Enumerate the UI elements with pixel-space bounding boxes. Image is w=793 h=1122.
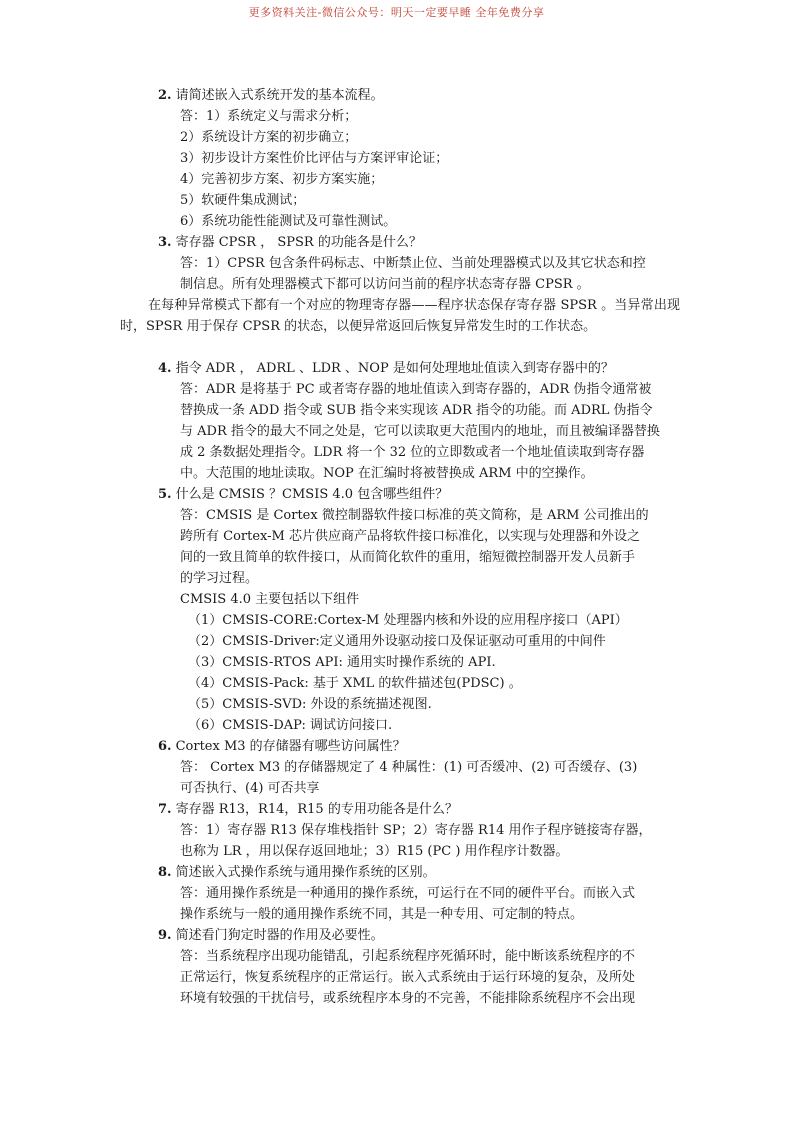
answer-line: 也称为 LR ，用以保存返回地址；3）R15 (PC ) 用作程序计数器。 bbox=[180, 844, 569, 859]
answer-line: 中。大范围的地址读取。NOP 在汇编时将被替换成 ARM 中的空操作。 bbox=[180, 466, 594, 481]
list-item: （3）CMSIS-RTOS API: 通用实时操作系统的 API. bbox=[188, 655, 496, 670]
question-number: 4. bbox=[158, 361, 172, 376]
answer-line: 成 2 条数据处理指令。LDR 将一个 32 位的立即数或者一个地址值读取到寄存器 bbox=[180, 445, 645, 460]
question-title: 寄存器 CPSR ， SPSR 的功能各是什么？ bbox=[175, 235, 422, 250]
answer-line: 可否执行、(4) 可否共享 bbox=[180, 781, 320, 796]
list-item: （4）CMSIS-Pack: 基于 XML 的软件描述包(PDSC) 。 bbox=[188, 676, 522, 691]
question-8 bbox=[120, 862, 680, 883]
question-title: 什么是 CMSIS ？CMSIS 4.0 包含哪些组件？ bbox=[175, 487, 449, 502]
question-6 bbox=[120, 736, 680, 757]
question-title: 寄存器 R13，R14，R15 的专用功能各是什么？ bbox=[175, 802, 458, 817]
list-item: （5）CMSIS-SVD: 外设的系统描述视图. bbox=[188, 697, 432, 712]
question-9 bbox=[120, 925, 680, 946]
answer-line: 答：当系统程序出现功能错乱，引起系统程序死循环时，能中断该系统程序的不 bbox=[180, 949, 636, 964]
answer-line: 答：1）系统定义与需求分析； bbox=[180, 109, 358, 124]
answer-line: 4）完善初步方案、初步方案实施； bbox=[180, 172, 384, 187]
question-5 bbox=[120, 484, 680, 505]
question-3 bbox=[120, 232, 680, 253]
question-number: 8. bbox=[158, 865, 172, 880]
answer-line: 答： Cortex M3 的存储器规定了 4 种属性：(1) 可否缓冲、(2) 可否缓存、(3) bbox=[180, 760, 638, 775]
answer-line: 制信息。所有处理器模式下都可以访问当前的程序状态寄存器 CPSR 。 bbox=[180, 277, 590, 292]
answer-line: 操作系统与一般的通用操作系统不同，其是一种专用、可定制的特点。 bbox=[180, 907, 584, 922]
answer-line: 跨所有 Cortex-M 芯片供应商产品将软件接口标准化，以实现与处理器和外设之 bbox=[180, 529, 640, 544]
answer-paragraph: 在每种异常模式下都有一个对应的物理寄存器——程序状态保存寄存器 SPSR 。当异常出现时，SPSR 用于保存 CPSR 的状态，以便异常返回后恢复异常发生时的工作状态。 bbox=[120, 298, 680, 334]
list-item: （1）CMSIS-CORE:Cortex-M 处理器内核和外设的应用程序接口（API） bbox=[188, 613, 628, 628]
answer-line: 答：1）CPSR 包含条件码标志、中断禁止位、当前处理器模式以及其它状态和控 bbox=[180, 256, 646, 271]
question-title: 简述看门狗定时器的作用及必要性。 bbox=[175, 928, 384, 943]
answer-line: 5）软硬件集成测试； bbox=[180, 193, 306, 208]
answer-line: 的学习过程。 bbox=[180, 571, 259, 586]
question-title: 指令 ADR ， ADRL 、LDR 、NOP 是如何处理地址值读入到寄存器中的？ bbox=[175, 361, 614, 376]
question-2 bbox=[120, 85, 680, 106]
answer-line: 答：CMSIS 是 Cortex 微控制器软件接口标准的英文简称，是 ARM 公司推出的 bbox=[180, 508, 649, 523]
question-number: 5. bbox=[158, 487, 172, 502]
answer-line: 与 ADR 指令的最大不同之处是，它可以读取更大范围内的地址，而且被编译器替换 bbox=[180, 424, 660, 439]
list-item: （6）CMSIS-DAP: 调试访问接口. bbox=[188, 718, 393, 733]
question-title: 请简述嵌入式系统开发的基本流程。 bbox=[175, 88, 384, 103]
answer-line: 答：1）寄存器 R13 保存堆栈指针 SP；2）寄存器 R14 用作子程序链接寄存器， bbox=[180, 823, 652, 838]
question-number: 3. bbox=[158, 235, 172, 250]
page-header: 更多资料关注-微信公众号：明天一定要早睡 全年免费分享 bbox=[248, 6, 545, 19]
question-4 bbox=[120, 358, 680, 379]
question-title: Cortex M3 的存储器有哪些访问属性？ bbox=[175, 739, 406, 754]
question-title: 简述嵌入式操作系统与通用操作系统的区别。 bbox=[175, 865, 436, 880]
answer-line: 答：通用操作系统是一种通用的操作系统，可运行在不同的硬件平台。而嵌入式 bbox=[180, 886, 636, 901]
answer-line: 6）系统功能性能测试及可靠性测试。 bbox=[180, 214, 397, 229]
spacer bbox=[120, 337, 680, 358]
answer-line: 2）系统设计方案的初步确立； bbox=[180, 130, 358, 145]
question-number: 7. bbox=[158, 802, 172, 817]
list-item: （2）CMSIS-Driver:定义通用外设驱动接口及保证驱动可重用的中间件 bbox=[188, 634, 606, 649]
answer-line: 间的一致且简单的软件接口，从而简化软件的重用，缩短微控制器开发人员新手 bbox=[180, 550, 636, 565]
document-body bbox=[120, 85, 680, 1009]
answer-line: 答：ADR 是将基于 PC 或者寄存器的地址值读入到寄存器的，ADR 伪指令通常被 bbox=[180, 382, 652, 397]
question-number: 9. bbox=[158, 928, 172, 943]
answer-line: CMSIS 4.0 主要包括以下组件 bbox=[180, 592, 360, 607]
answer-line: 环境有较强的干扰信号，或系统程序本身的不完善，不能排除系统程序不会出现 bbox=[180, 991, 636, 1006]
question-number: 2. bbox=[158, 88, 172, 103]
answer-line: 正常运行，恢复系统程序的正常运行。嵌入式系统由于运行环境的复杂，及所处 bbox=[180, 970, 636, 985]
answer-line: 3）初步设计方案性价比评估与方案评审论证； bbox=[180, 151, 449, 166]
question-7 bbox=[120, 799, 680, 820]
answer-line: 替换成一条 ADD 指令或 SUB 指令来实现该 ADR 指令的功能。而 ADRL 伪指令 bbox=[180, 403, 653, 418]
question-number: 6. bbox=[158, 739, 172, 754]
